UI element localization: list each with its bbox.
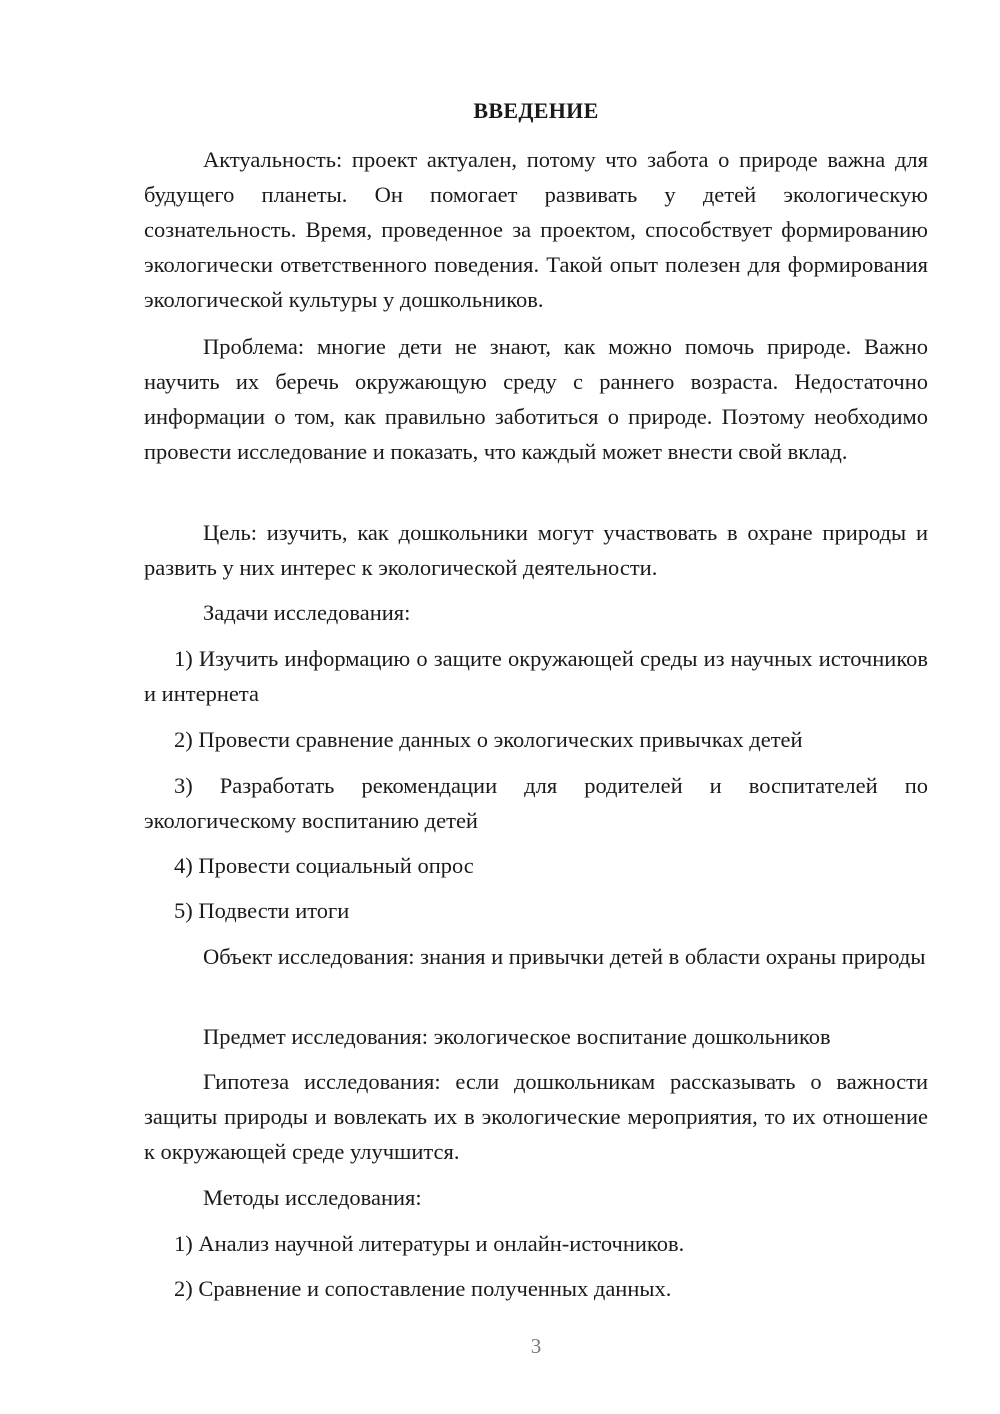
methods-heading: Методы исследования:	[203, 1185, 422, 1210]
object-paragraph: Объект исследования: знания и привычки детей в области охраны природы	[203, 944, 926, 969]
page-title: ВВЕДЕНИЕ	[473, 98, 599, 123]
problem-paragraph: Проблема: многие дети не знают, как можно помочь природе. Важно научить их беречь окружающую среду с раннего возраста. Недостаточно информации о том, как правильно заботиться о природе. Поэтому необходимо провести исследование и показать, что каждый может внести свой вклад.	[144, 334, 928, 464]
hypothesis-paragraph: Гипотеза исследования: если дошкольникам рассказывать о важности защиты природы и вовлекать их в экологические мероприятия, то их отношение к окружающей среде улучшится.	[144, 1069, 928, 1164]
relevance-paragraph: Актуальность: проект актуален, потому что забота о природе важна для будущего планеты. Он помогает развивать у детей экологическую сознательность. Время, проведенное за проектом, способствует формированию экологически ответственного поведения. Такой опыт полезен для формирования экологической культуры у дошкольников.	[144, 147, 928, 312]
task-item-3: 3) Разработать рекомендации для родителей и воспитателей по экологическому воспитанию детей	[144, 773, 928, 833]
page-number: 3	[530, 1334, 542, 1358]
task-item-1: 1) Изучить информацию о защите окружающей среды из научных источников и интернета	[144, 646, 928, 706]
task-item-2: 2) Провести сравнение данных о экологических привычках детей	[174, 727, 803, 752]
task-item-5: 5) Подвести итоги	[174, 898, 350, 923]
document-page	[144, 0, 928, 1414]
method-item-1: 1) Анализ научной литературы и онлайн-источников.	[174, 1231, 685, 1256]
method-item-2: 2) Сравнение и сопоставление полученных данных.	[174, 1276, 672, 1301]
goal-paragraph: Цель: изучить, как дошкольники могут участвовать в охране природы и развить у них интерес к экологической деятельности.	[144, 520, 928, 580]
task-item-4: 4) Провести социальный опрос	[174, 853, 474, 878]
tasks-heading: Задачи исследования:	[203, 600, 411, 625]
subject-paragraph: Предмет исследования: экологическое воспитание дошкольников	[203, 1024, 831, 1049]
